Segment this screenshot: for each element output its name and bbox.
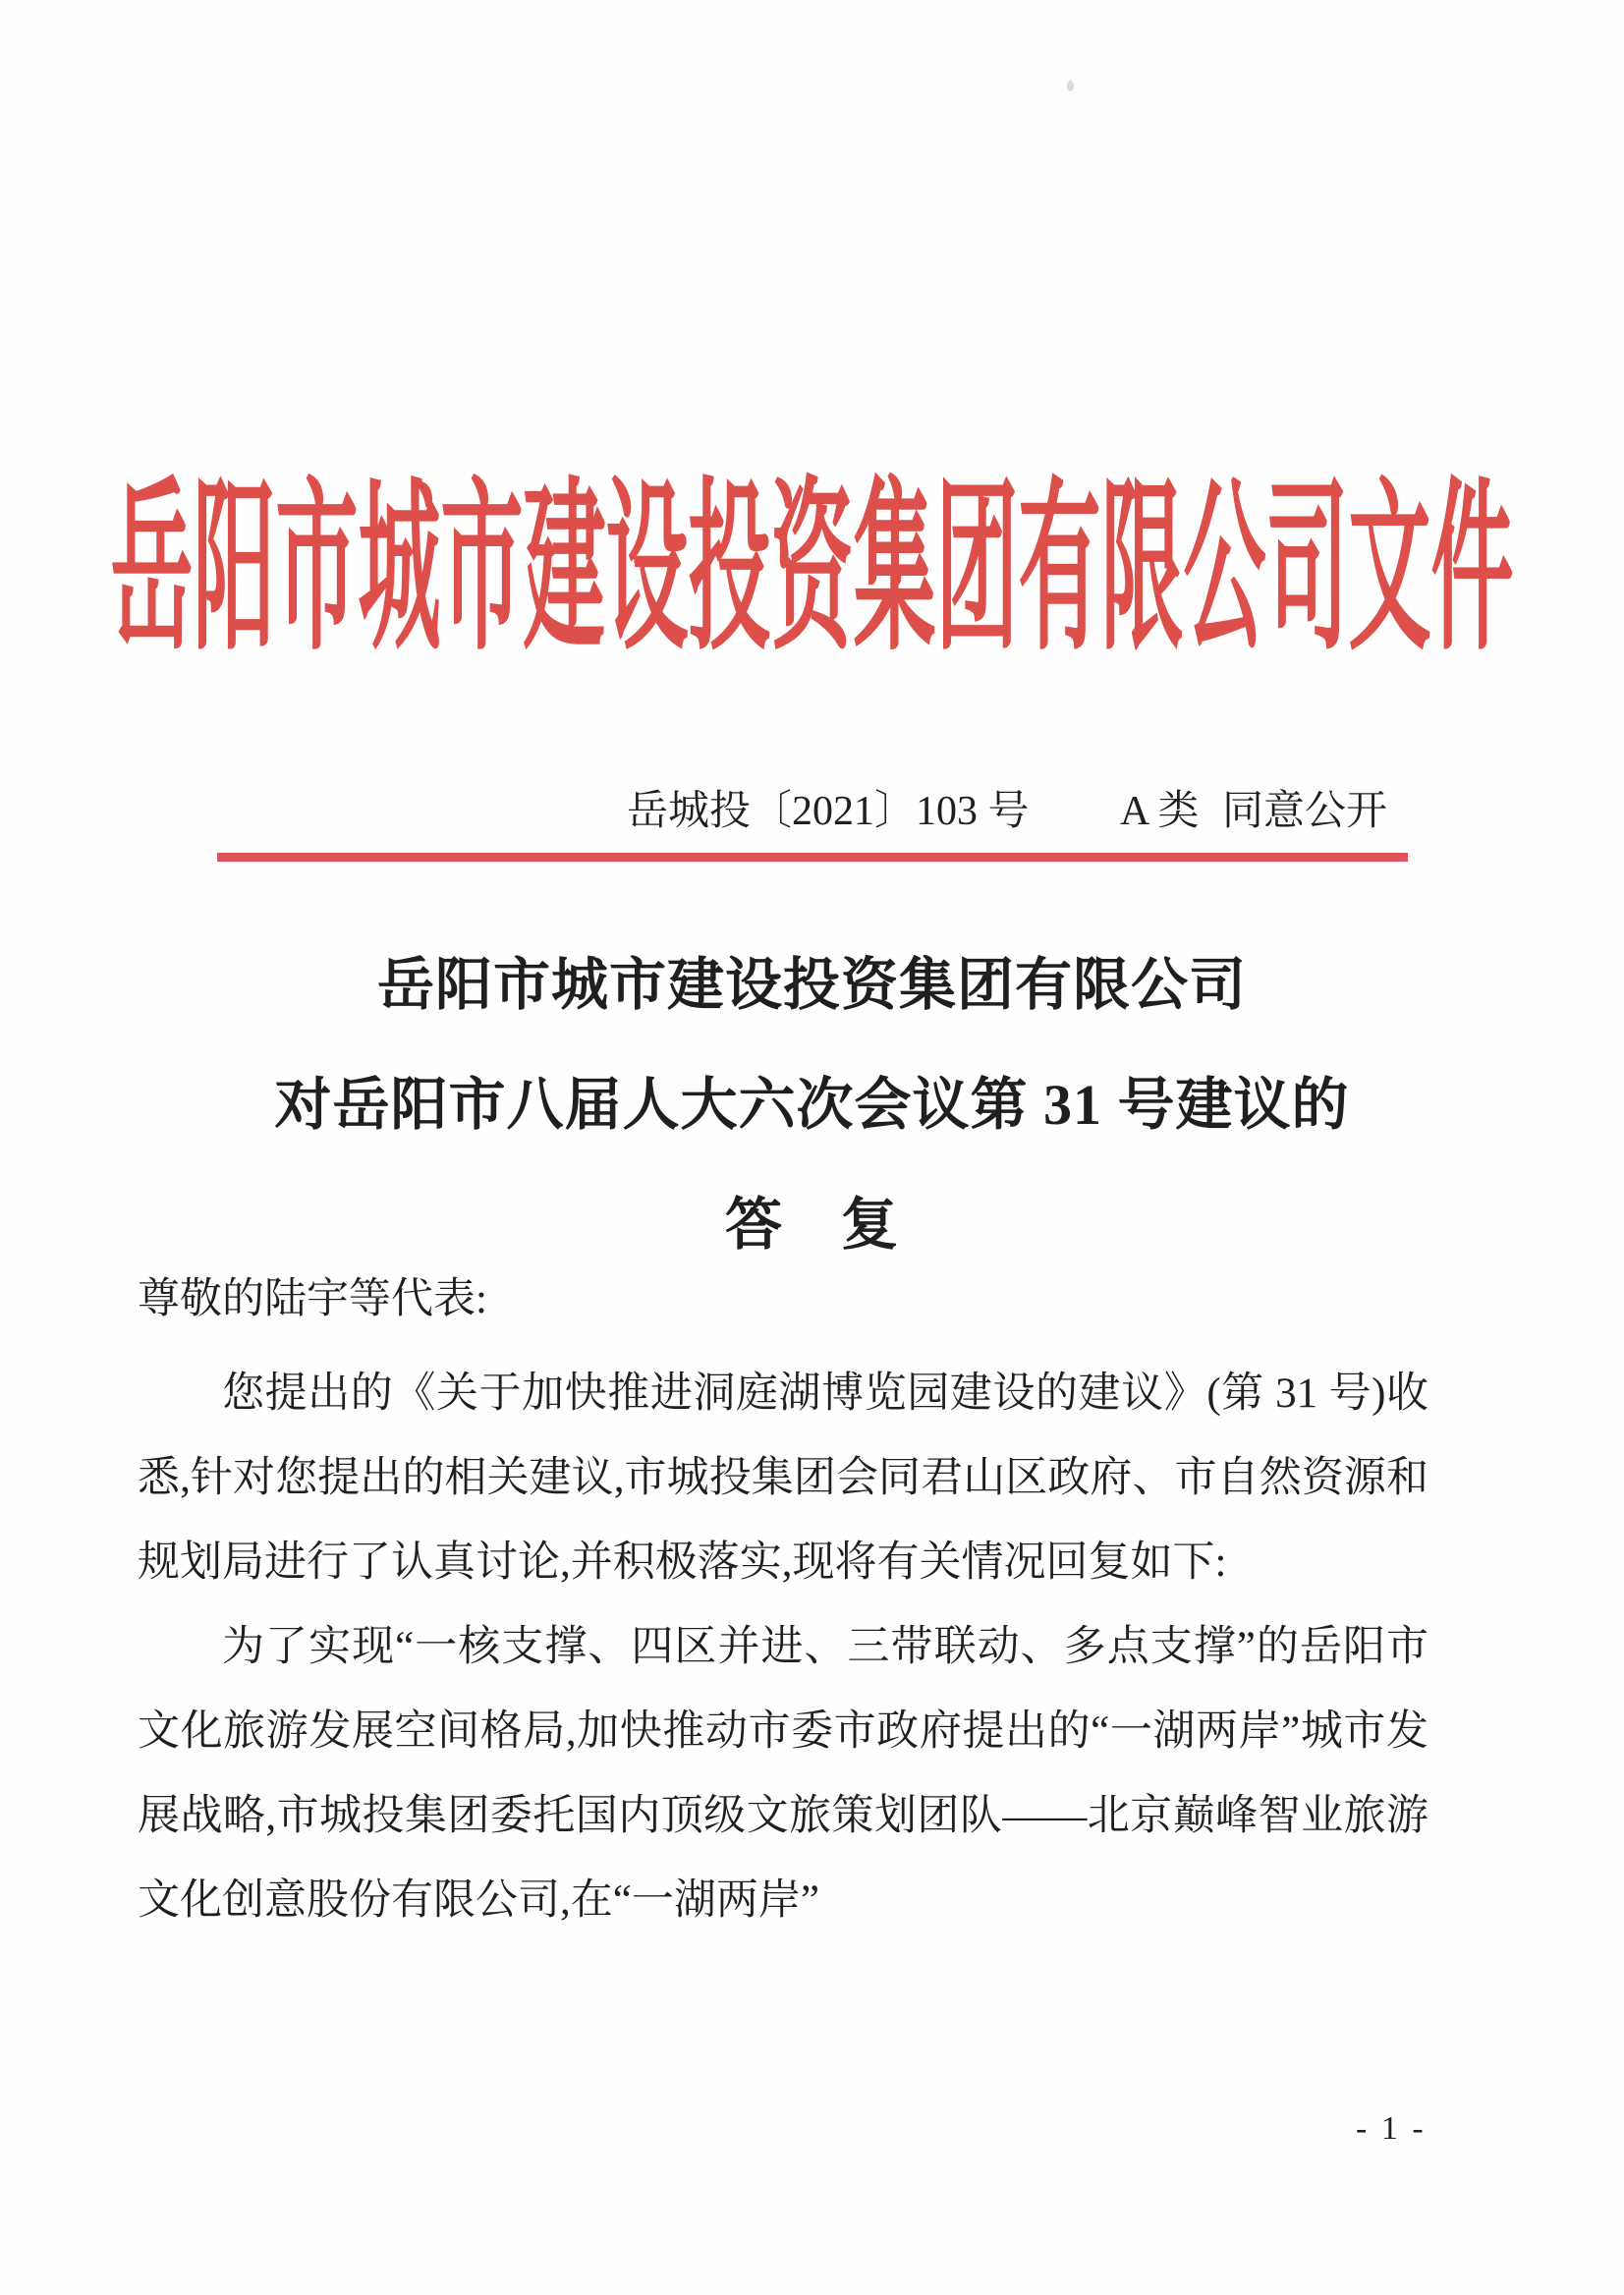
body-paragraph-1: 您提出的《关于加快推进洞庭湖博览园建设的建议》(第 31 号)收悉,针对您提出的相关建议,市城投集团会同君山区政府、市自然资源和规划局进行了认真讨论,并积极落实,现将有关情况回复如下: — [138, 1371, 1428, 1586]
scan-artifact — [1067, 81, 1074, 91]
document-title — [0, 925, 1624, 1285]
reference-row — [0, 782, 1624, 841]
document-title-line1: 岳阳市城市建设投资集团有限公司 — [376, 953, 1247, 1017]
letterhead-title: 岳阳市城市建设投资集团有限公司文件 — [110, 469, 1514, 674]
letterhead — [0, 420, 1624, 674]
disclosure-status: 同意公开 — [1222, 789, 1388, 834]
document-title-line2: 对岳阳市八届人大六次会议第 31 号建议的 — [274, 1073, 1350, 1137]
page-number: - 1 - — [1356, 2110, 1427, 2147]
document-title-line3: 答 复 — [724, 1193, 899, 1257]
document-number: 岳城投〔2021〕103 号 — [627, 789, 1030, 834]
classification-label: A 类 — [1120, 789, 1200, 834]
document-body — [138, 1258, 1428, 1943]
body-paragraph-2: 为了实现“一核支撑、四区并进、三带联动、多点支撑”的岳阳市文化旅游发展空间格局,加快推动市委市政府提出的“一湖两岸”城市发展战略,市城投集团委托国内顶级文旅策划团队——北京巅峰智业旅游文化创意股份有限公司,在“一湖两岸” — [138, 1624, 1428, 1924]
salutation: 尊敬的陆宇等代表: — [138, 1276, 487, 1322]
red-divider-rule — [217, 853, 1408, 862]
